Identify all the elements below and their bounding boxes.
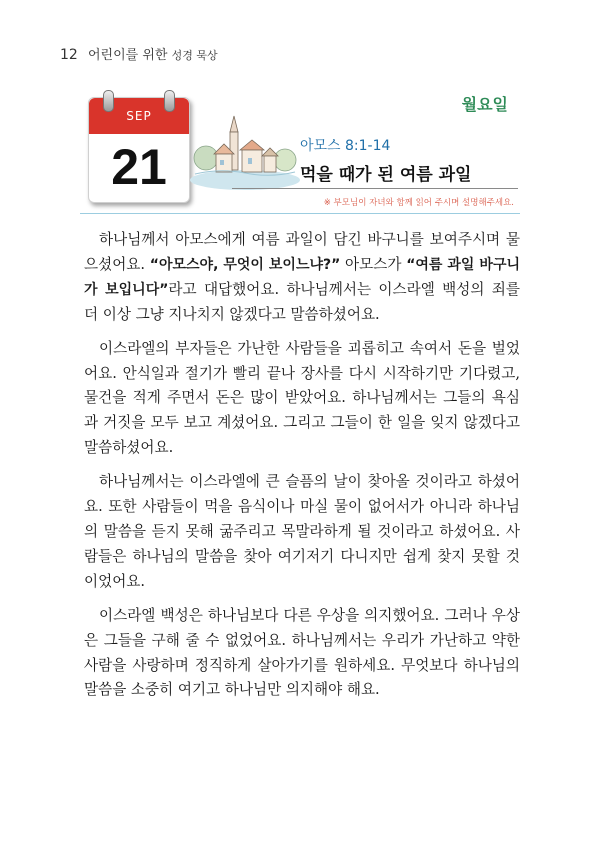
weekday-label: 월요일 (461, 95, 508, 114)
scripture-reference: 아모스 8:1-14 (300, 138, 391, 154)
calendar-ring-icon (164, 90, 175, 112)
title-underline (232, 188, 518, 189)
paragraph-1-text-mid: 아모스가 (340, 255, 407, 273)
town-illustration-icon (190, 110, 300, 190)
paragraph-1 (84, 228, 520, 328)
paragraph-1-text-end: 라고 대답했어요. 하나님께서는 이스라엘 백성의 죄를 더 이상 그냥 지나치지 않겠다고 말씀하셨어요. (84, 280, 520, 323)
book-title: 어린이를 위한 (87, 48, 168, 63)
paragraph-3: 하나님께서는 이스라엘에 큰 슬픔의 날이 찾아올 것이라고 하셨어요. 또한 사람들이 먹을 음식이나 마실 물이 없어서가 아니라 하나님의 말씀을 듣지 못해 굶주리고 목말라하게 될 것이라고 하셨어요. 사람들은 하나님의 말씀을 찾아 여기저기 다니지만 쉽게 찾지 못할 것이었어요. (84, 473, 520, 590)
paragraph-2: 이스라엘의 부자들은 가난한 사람들을 괴롭히고 속여서 돈을 벌었어요. 안식일과 절기가 빨리 끝나 장사를 다시 시작하기만 기다렸고, 물건을 적게 주면서 돈은 많이 받았어요. 하나님께서는 그들의 욕심과 거짓을 모두 보고 계셨어요. 그리고 그들이 한 일을 잊지 않겠다고 말씀하셨어요. (84, 339, 520, 457)
book-subtitle: 성경 묵상 (171, 49, 218, 62)
page-number: 12 (60, 47, 78, 63)
lesson-title: 먹을 때가 된 여름 과일 (300, 165, 472, 185)
paragraph-1-text: 하나님께서 아모스에게 여름 과일이 담긴 바구니를 보여주시며 물으셨어요. (84, 231, 520, 273)
quote-amos: “여름 과일 바구니가 보입니다” (84, 256, 520, 298)
calendar-day: 21 (111, 139, 167, 195)
devotional-body (84, 228, 520, 712)
quote-god: “아모스야, 무엇이 보이느냐?” (149, 256, 341, 273)
paragraph-4: 이스라엘 백성은 하나님보다 다른 우상을 의지했어요. 그러나 우상은 그들을 구해 줄 수 없었어요. 하나님께서는 우리가 가난하고 약한 사람을 사랑하며 정직하게 살아가기를 원하세요. 무엇보다 하나님의 말씀을 소중히 여기고 하나님만 의지해야 해요. (84, 606, 520, 699)
calendar-month: SEP (89, 98, 189, 134)
section-divider (80, 213, 520, 214)
running-header (60, 44, 218, 63)
parent-note: ※ 부모님이 자녀와 함께 읽어 주시며 설명해주세요. (323, 198, 514, 208)
calendar-ring-icon (103, 90, 114, 112)
calendar-icon (88, 97, 190, 203)
